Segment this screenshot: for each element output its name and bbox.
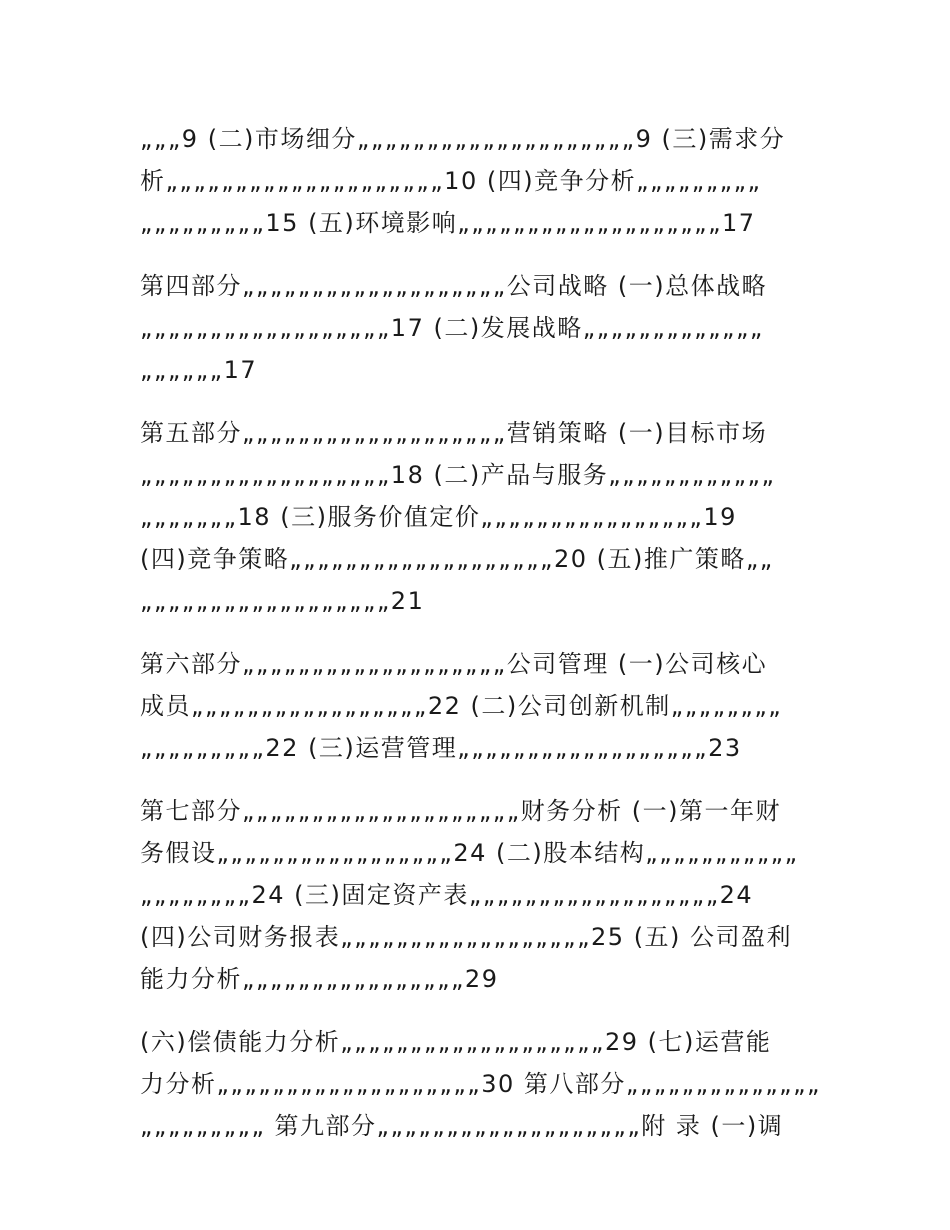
toc-line: „„„„„„„18 (三)服务价值定价„„„„„„„„„„„„„„„„19 [140,503,737,531]
toc-line: „„„9 (二)市场细分„„„„„„„„„„„„„„„„„„„„9 (三)需求分 [140,125,786,153]
toc-line: 第五部分„„„„„„„„„„„„„„„„„„„营销策略 (一)目标市场 [140,419,768,447]
toc-line: 力分析„„„„„„„„„„„„„„„„„„„30 第八部分„„„„„„„„„„„„„„ [140,1070,821,1098]
toc-section-part3-continued [140,118,810,244]
toc-line: 能力分析„„„„„„„„„„„„„„„„29 [140,965,499,993]
toc-line: „„„„„„„„„22 (三)运营管理„„„„„„„„„„„„„„„„„„23 [140,734,742,762]
toc-line: 成员„„„„„„„„„„„„„„„„„22 (二)公司创新机制„„„„„„„„ [140,692,783,720]
toc-line: 务假设„„„„„„„„„„„„„„„„„24 (二)股本结构„„„„„„„„„„„ [140,839,799,867]
toc-line: 析„„„„„„„„„„„„„„„„„„„„10 (四)竞争分析„„„„„„„„„ [140,167,762,195]
toc-line: „„„„„„„„„ 第九部分„„„„„„„„„„„„„„„„„„„附 录 (一)调 [140,1112,784,1140]
toc-section-part5 [140,412,810,622]
toc-line: 第四部分„„„„„„„„„„„„„„„„„„„公司战略 (一)总体战略 [140,272,768,300]
table-of-contents [140,118,821,1168]
toc-section-part6 [140,643,810,769]
toc-line: (四)公司财务报表„„„„„„„„„„„„„„„„„„25 (五) 公司盈利 [140,923,793,951]
toc-line: 第六部分„„„„„„„„„„„„„„„„„„„公司管理 (一)公司核心 [140,650,768,678]
toc-line: „„„„„„„„„„„„„„„„„„21 [140,587,425,615]
toc-line: „„„„„„„„24 (三)固定资产表„„„„„„„„„„„„„„„„„„24 [140,881,754,909]
toc-line: (六)偿债能力分析„„„„„„„„„„„„„„„„„„„29 (七)运营能 [140,1028,772,1056]
toc-line: 第七部分„„„„„„„„„„„„„„„„„„„„财务分析 (一)第一年财 [140,797,782,825]
toc-line: „„„„„„„„„15 (五)环境影响„„„„„„„„„„„„„„„„„„„17 [140,209,756,237]
toc-section-part7-continued [140,1021,821,1147]
toc-line: (四)竞争策略„„„„„„„„„„„„„„„„„„„20 (五)推广策略„„ [140,545,774,573]
toc-line: „„„„„„„„„„„„„„„„„„17 (二)发展战略„„„„„„„„„„„„„ [140,314,764,342]
toc-section-part7 [140,790,810,1000]
toc-section-part4 [140,265,810,391]
toc-line: „„„„„„17 [140,356,258,384]
toc-line: „„„„„„„„„„„„„„„„„„18 (二)产品与服务„„„„„„„„„„„„ [140,461,776,489]
